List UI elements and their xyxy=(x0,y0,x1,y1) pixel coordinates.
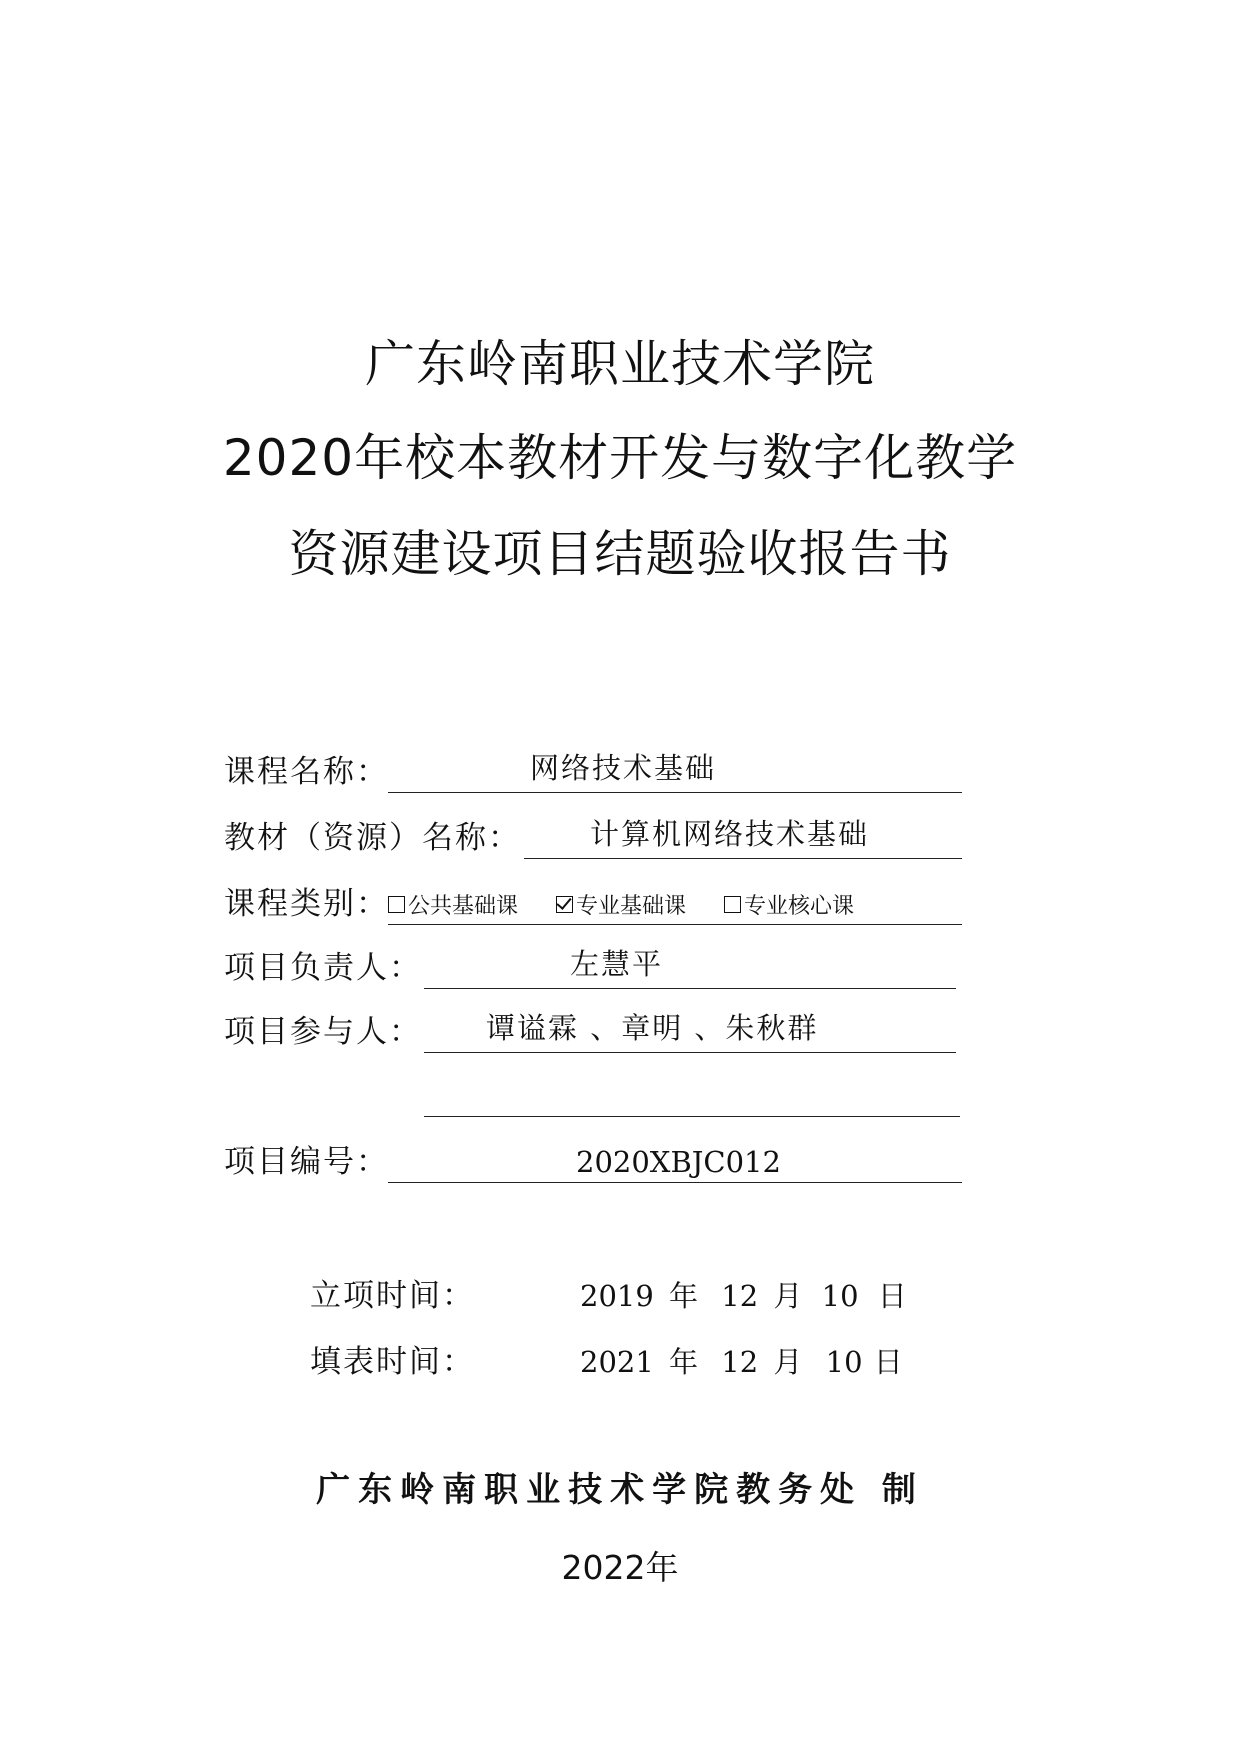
project-number-label: 项目编号： xyxy=(224,1144,389,1180)
year-unit: 年 xyxy=(669,1345,699,1379)
checked-checkbox-icon[interactable] xyxy=(556,896,573,913)
category-option-label: 专业核心课 xyxy=(744,894,855,919)
month-unit: 月 xyxy=(773,1279,803,1313)
category-option-public-basic[interactable] xyxy=(388,889,518,924)
course-category-label: 课程类别： xyxy=(224,886,389,922)
title-line-3: 资源建设项目结题验收报告书 xyxy=(288,525,952,583)
day-unit: 日 xyxy=(877,1279,907,1313)
course-name-label: 课程名称： xyxy=(224,754,389,790)
filled-day: 10 xyxy=(825,1345,863,1379)
participants-value: 谭谥霖 、章明 、朱秋群 xyxy=(486,1011,819,1045)
filled-month: 12 xyxy=(721,1345,759,1379)
issue-year: 2022年 xyxy=(561,1548,679,1587)
issuing-office: 广东岭南职业技术学院教务处 制 xyxy=(316,1470,924,1510)
month-unit: 月 xyxy=(773,1345,803,1379)
category-option-label: 专业基础课 xyxy=(576,894,687,919)
material-name-value: 计算机网络技术基础 xyxy=(590,817,870,851)
approval-month: 12 xyxy=(721,1279,759,1313)
approval-date-value xyxy=(580,1276,907,1316)
day-unit: 日 xyxy=(873,1345,903,1379)
participants-underline-2 xyxy=(424,1076,960,1117)
project-leader-underline xyxy=(424,948,956,989)
filled-date-label: 填表时间： xyxy=(310,1344,475,1380)
category-option-professional-basic[interactable] xyxy=(556,889,686,924)
filled-date-value xyxy=(580,1342,903,1382)
checkbox-icon[interactable] xyxy=(724,896,741,913)
project-leader-value: 左慧平 xyxy=(570,947,664,981)
project-number-value: 2020XBJC012 xyxy=(576,1145,781,1179)
checkbox-icon[interactable] xyxy=(388,896,405,913)
title-line-1: 广东岭南职业技术学院 xyxy=(365,335,875,393)
approval-date-label: 立项时间： xyxy=(310,1278,475,1314)
filled-year: 2021 xyxy=(580,1345,654,1379)
approval-day: 10 xyxy=(821,1279,859,1313)
project-leader-label: 项目负责人： xyxy=(224,950,422,986)
category-option-professional-core[interactable] xyxy=(724,889,854,924)
approval-year: 2019 xyxy=(580,1279,654,1313)
year-unit: 年 xyxy=(669,1279,699,1313)
category-option-label: 公共基础课 xyxy=(408,894,519,919)
material-name-label: 教材（资源）名称： xyxy=(224,820,521,856)
title-line-2: 2020年校本教材开发与数字化教学 xyxy=(222,429,1018,487)
course-name-value: 网络技术基础 xyxy=(530,751,717,785)
course-category-options xyxy=(388,884,892,924)
participants-label: 项目参与人： xyxy=(224,1014,422,1050)
